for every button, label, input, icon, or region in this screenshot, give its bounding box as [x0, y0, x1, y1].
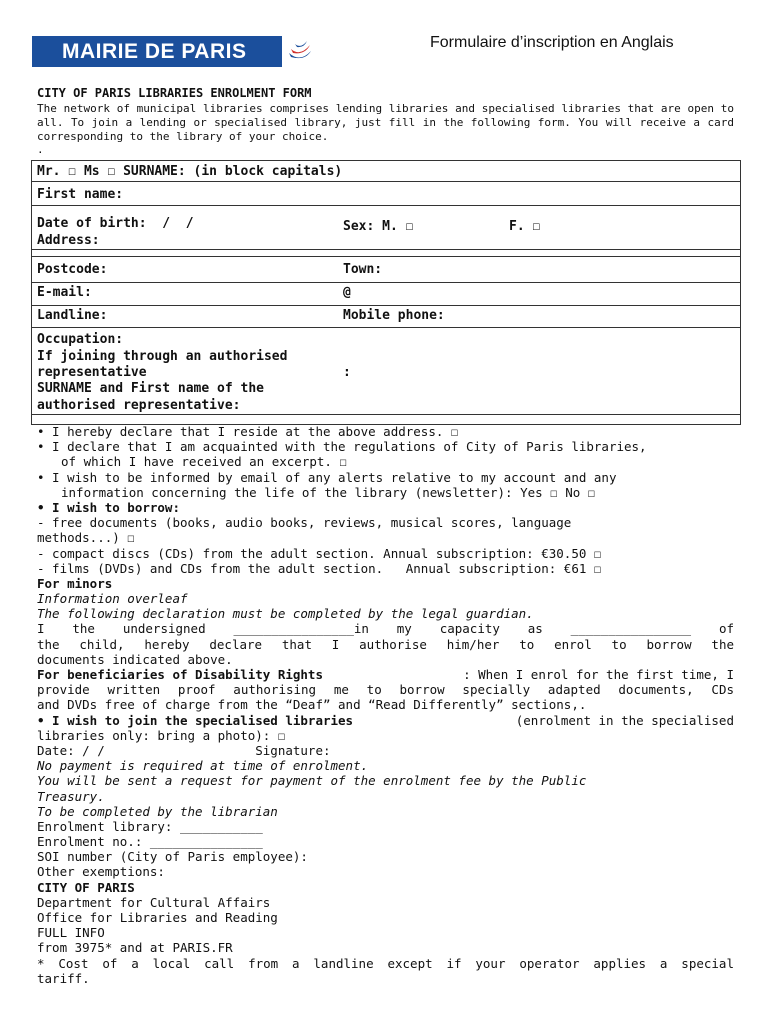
- title-surname-field[interactable]: Mr. ☐ Ms ☐ SURNAME: (in block capitals): [37, 164, 343, 179]
- free-documents-option: - free documents (books, audio books, reviews, musical scores, language: [37, 515, 572, 531]
- guardian-authorisation: the child, hereby declare that I authorise him/her to enrol to borrow the: [37, 636, 734, 652]
- call-cost-footnote: * Cost of a local call from a landline except if your operator applies a special: [37, 955, 734, 971]
- free-documents-checkbox[interactable]: methods...) ☐: [37, 530, 135, 546]
- disability-rights-text: : When I enrol for the first time, I: [463, 667, 734, 682]
- intro-paragraph: The network of municipal libraries comprises lending libraries and specialised libraries that are open to all. To join a lending or specialised library, just fill in the following form. You will receive a card corresponding to the library of your choice.: [37, 102, 734, 143]
- representative-name-label-2[interactable]: authorised representative:: [37, 398, 241, 413]
- email-field[interactable]: E-mail:: [37, 285, 92, 300]
- dvd-subscription-checkbox[interactable]: - films (DVDs) and CDs from the adult section. Annual subscription: €61 ☐: [37, 560, 602, 576]
- stray-dot: .: [37, 143, 44, 156]
- disability-rights-heading: For beneficiaries of Disability Rights: [37, 667, 323, 682]
- document-title: Formulaire d’inscription en Anglais: [430, 34, 674, 51]
- call-cost-footnote-end: tariff.: [37, 970, 90, 986]
- declarations-body: [37, 424, 734, 986]
- librarian-heading: To be completed by the librarian: [37, 803, 278, 819]
- town-field[interactable]: Town:: [343, 262, 383, 277]
- minors-heading: For minors: [37, 575, 113, 591]
- disability-rights-paragraph: [37, 667, 734, 682]
- newsletter-declaration: • I wish to be informed by email of any alerts relative to my account and any: [37, 469, 617, 485]
- address-field[interactable]: Address:: [37, 233, 100, 248]
- declaration-regulations: • I declare that I am acquainted with the regulations of City of Paris libraries,: [37, 439, 647, 455]
- specialised-libraries-text: (enrolment in the specialised: [508, 712, 734, 728]
- representative-label-line-1: If joining through an authorised: [37, 349, 288, 364]
- date-of-birth-field[interactable]: Date of birth: / /: [37, 216, 194, 231]
- payment-request-note: You will be sent a request for payment of the enrolment fee by the Public: [37, 773, 587, 789]
- representative-field[interactable]: :: [343, 365, 351, 380]
- guardian-declaration-line[interactable]: I the undersigned ________________in my capacity as ________________ of: [37, 621, 734, 637]
- sex-male-checkbox[interactable]: Sex: M. ☐: [343, 219, 414, 234]
- department-name: Department for Cultural Affairs: [37, 894, 271, 910]
- soi-number-field[interactable]: SOI number (City of Paris employee):: [37, 849, 308, 865]
- date-signature-line[interactable]: Date: / / Signature:: [37, 742, 331, 758]
- email-at-sign: @: [343, 285, 351, 300]
- enrolment-form-table: [31, 160, 741, 425]
- borrow-heading: • I wish to borrow:: [37, 499, 180, 515]
- contact-info: from 3975* and at PARIS.FR: [37, 940, 233, 956]
- mobile-phone-field[interactable]: Mobile phone:: [343, 308, 445, 323]
- landline-field[interactable]: Landline:: [37, 308, 108, 323]
- occupation-field[interactable]: Occupation:: [37, 332, 124, 347]
- disability-rights-line-2: provide written proof authorising me to borrow specially adapted documents, CDs: [37, 682, 734, 698]
- other-exemptions-field[interactable]: Other exemptions:: [37, 864, 165, 880]
- full-info-label: FULL INFO: [37, 925, 105, 941]
- form-title: CITY OF PARIS LIBRARIES ENROLMENT FORM: [37, 86, 312, 100]
- no-payment-note: No payment is required at time of enrolment.: [37, 758, 369, 774]
- declaration-regulations-checkbox[interactable]: of which I have received an excerpt. ☐: [61, 454, 347, 470]
- guardian-note: The following declaration must be completed by the legal guardian.: [37, 606, 534, 622]
- disability-rights-line-3: and DVDs free of charge from the “Deaf” and “Read Differently” sections,.: [37, 697, 587, 713]
- guardian-authorisation-end: documents indicated above.: [37, 651, 233, 667]
- enrolment-number-field[interactable]: Enrolment no.: _______________: [37, 834, 263, 850]
- sex-female-checkbox[interactable]: F. ☐: [509, 219, 541, 234]
- city-of-paris-heading: CITY OF PARIS: [37, 879, 135, 895]
- representative-name-label-1: SURNAME and First name of the: [37, 381, 264, 396]
- specialised-libraries-paragraph: [37, 713, 734, 728]
- postcode-field[interactable]: Postcode:: [37, 262, 108, 277]
- minors-info: Information overleaf: [37, 591, 188, 607]
- specialised-libraries-checkbox[interactable]: libraries only: bring a photo): ☐: [37, 727, 286, 743]
- payment-request-note-end: Treasury.: [37, 788, 105, 804]
- newsletter-yes-no-checkbox[interactable]: information concerning the life of the library (newsletter): Yes ☐ No ☐: [61, 484, 596, 500]
- first-name-field[interactable]: First name:: [37, 187, 124, 202]
- enrolment-library-field[interactable]: Enrolment library: ___________: [37, 818, 263, 834]
- cd-subscription-checkbox[interactable]: - compact discs (CDs) from the adult section. Annual subscription: €30.50 ☐: [37, 545, 602, 561]
- declaration-residence-checkbox[interactable]: • I hereby declare that I reside at the above address. ☐: [37, 424, 459, 439]
- mairie-de-paris-logo: [32, 36, 318, 67]
- logo-text: MAIRIE DE PARIS: [62, 39, 247, 63]
- paris-ship-emblem-icon: [282, 36, 318, 67]
- office-name: Office for Libraries and Reading: [37, 910, 278, 925]
- representative-label-line-2: representative: [37, 365, 147, 380]
- specialised-libraries-heading: • I wish to join the specialised libraries: [37, 712, 354, 728]
